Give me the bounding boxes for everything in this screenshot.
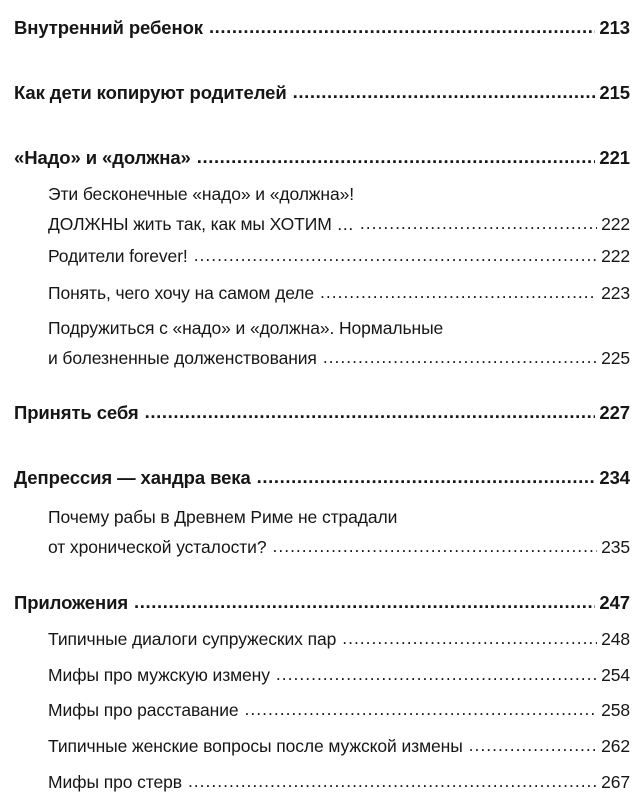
toc-subentry-bitch-myths xyxy=(48,767,630,797)
toc-entry-page: 247 xyxy=(599,592,630,613)
dot-leader xyxy=(293,77,596,107)
toc-entry-title-line-2: и болезненные долженствования xyxy=(48,348,317,368)
toc-entry-title: Внутренний ребенок xyxy=(14,17,203,38)
toc-entry-title: Типичные диалоги супружеских пар xyxy=(48,629,337,649)
toc-entry-title: Принять себя xyxy=(14,402,139,423)
toc-subentry-endless-musts xyxy=(48,179,630,239)
toc-entry-page: 227 xyxy=(599,402,630,423)
dot-leader xyxy=(134,587,595,617)
toc-entry-title: Понять, чего хочу на самом деле xyxy=(48,283,314,303)
toc-entry-title: Типичные женские вопросы после мужской измены xyxy=(48,736,463,756)
toc-entry-page: 267 xyxy=(601,772,630,792)
dot-leader xyxy=(323,342,597,372)
toc-subentry-understand-wants xyxy=(48,278,630,308)
toc-entry-page: 222 xyxy=(601,246,630,266)
dot-leader xyxy=(194,240,597,270)
toc-entry-title: Родители forever! xyxy=(48,246,188,266)
dot-leader xyxy=(469,730,597,760)
toc-entry-page: 215 xyxy=(599,82,630,103)
toc-entry-title: Депрессия — хандра века xyxy=(14,467,251,488)
toc-entry-page: 235 xyxy=(601,537,630,557)
toc-entry-page: 262 xyxy=(601,736,630,756)
dot-leader xyxy=(245,694,598,724)
toc-entry-inner-child xyxy=(14,13,630,43)
dot-leader xyxy=(272,531,597,561)
toc-entry-children-copy-parents xyxy=(14,78,630,108)
toc-entry-page: 213 xyxy=(599,17,630,38)
dot-leader xyxy=(197,142,596,172)
toc-entry-title: «Надо» и «должна» xyxy=(14,147,191,168)
toc-entry-must-and-should xyxy=(14,143,630,173)
toc-subentry-couple-dialogues xyxy=(48,624,630,654)
dot-leader xyxy=(276,659,597,689)
dot-leader xyxy=(188,766,597,796)
dot-leader xyxy=(360,208,597,238)
toc-entry-page: 248 xyxy=(601,629,630,649)
toc-entry-title-line-2: ДОЛЖНЫ жить так, как мы ХОТИМ … xyxy=(48,214,354,234)
toc-entry-page: 234 xyxy=(599,467,630,488)
toc-entry-title: Как дети копируют родителей xyxy=(14,82,287,103)
toc-entry-page: 258 xyxy=(601,700,630,720)
toc-entry-title-line-1: Подружиться с «надо» и «должна». Нормальные xyxy=(48,318,444,338)
toc-entry-accept-yourself xyxy=(14,398,630,428)
dot-leader xyxy=(257,462,596,492)
dot-leader xyxy=(320,277,597,307)
toc-subentry-befriend-musts xyxy=(48,313,630,373)
toc-entry-page: 221 xyxy=(599,147,630,168)
toc-entry-title-line-1: Эти бесконечные «надо» и «должна»! xyxy=(48,184,355,204)
toc-entry-page: 223 xyxy=(601,283,630,303)
toc-subentry-breakup-myths xyxy=(48,695,630,725)
toc-subentry-women-questions xyxy=(48,731,630,761)
toc-entry-page: 225 xyxy=(601,348,630,368)
toc-entry-title: Приложения xyxy=(14,592,129,613)
dot-leader xyxy=(342,623,597,653)
toc-entry-title-line-2: от хронической усталости? xyxy=(48,537,267,557)
toc-entry-title: Мифы про расставание xyxy=(48,700,239,720)
dot-leader xyxy=(145,397,596,427)
toc-subentry-infidelity-myths xyxy=(48,660,630,690)
toc-subentry-roman-slaves xyxy=(48,502,630,562)
toc-entry-title: Мифы про мужскую измену xyxy=(48,665,270,685)
toc-entry-title-line-1: Почему рабы в Древнем Риме не страдали xyxy=(48,507,398,527)
toc-subentry-parents-forever xyxy=(48,241,630,271)
toc-entry-appendices xyxy=(14,588,630,618)
toc-entry-depression xyxy=(14,463,630,493)
toc-entry-title: Мифы про стерв xyxy=(48,772,182,792)
toc-entry-page: 254 xyxy=(601,665,630,685)
toc-entry-page: 222 xyxy=(601,214,630,234)
dot-leader xyxy=(209,12,595,42)
